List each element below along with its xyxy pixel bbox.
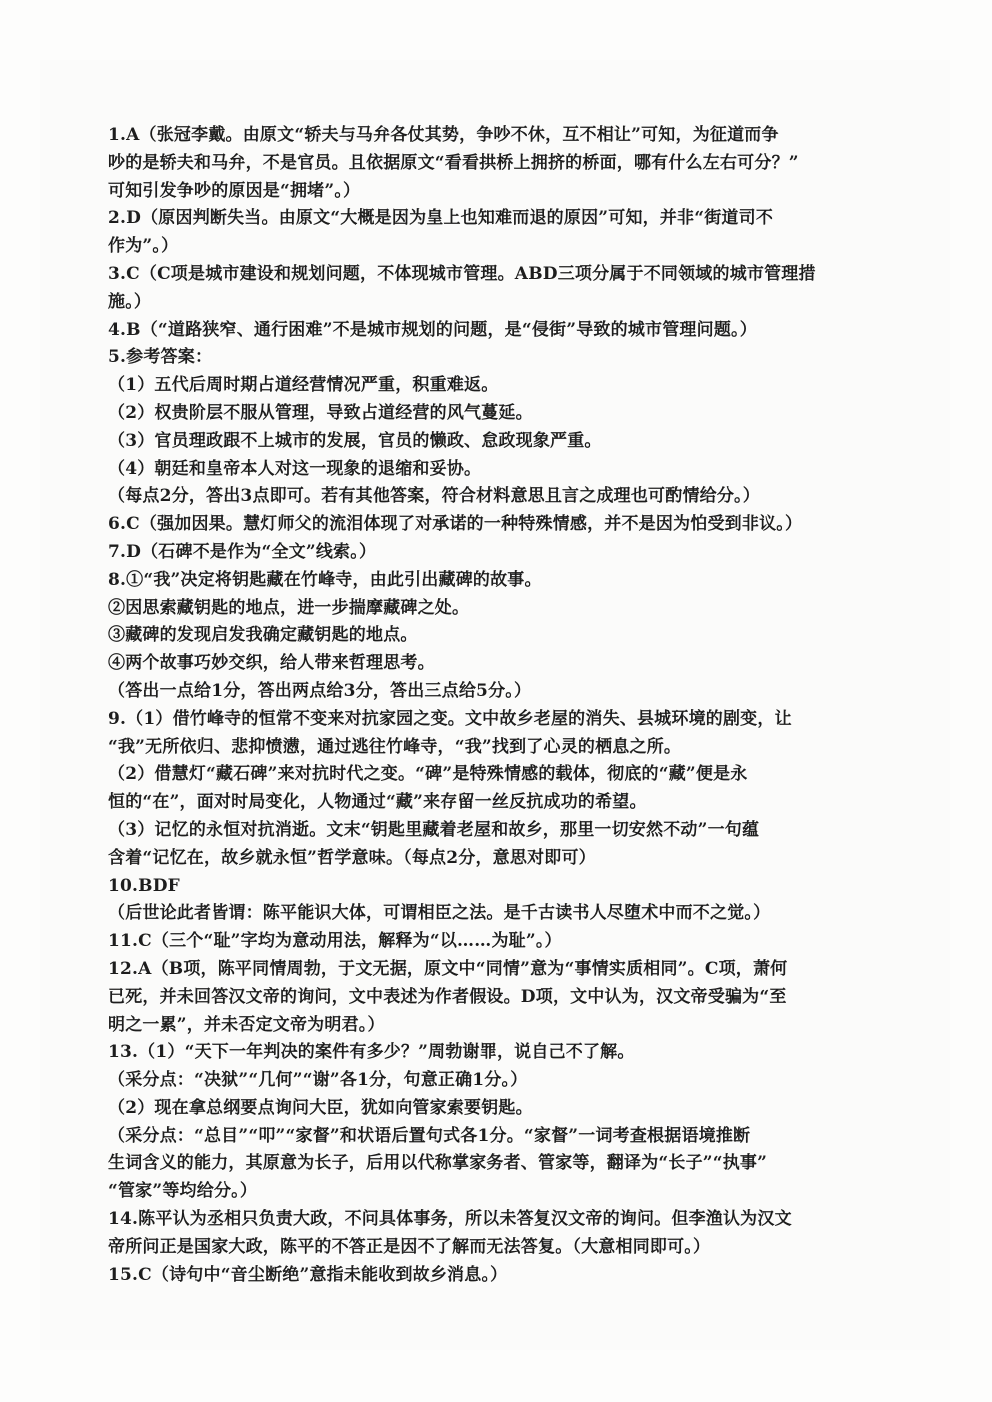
text-line: “我”无所依归、悲抑愤懑，通过逃往竹峰寺，“我”找到了心灵的栖息之所。 bbox=[108, 736, 682, 757]
text-line: 恒的“在”，面对时局变化，人物通过“藏”来存留一丝反抗成功的希望。 bbox=[108, 792, 647, 813]
text-line: 3.C（C项是城市建设和规划问题，不体现城市管理。ABD三项分属于不同领域的城市管理措 bbox=[108, 263, 816, 284]
text-line: ②因思索藏钥匙的地点，进一步揣摩藏碑之处。 bbox=[108, 597, 470, 618]
text-line: “管家”等均给分。） bbox=[108, 1181, 258, 1202]
text-line: 6.C（强加因果。慧灯师父的流泪体现了对承诺的一种特殊情感，并不是因为怕受到非议。） bbox=[108, 514, 803, 535]
text-line: 吵的是轿夫和马弁，不是官员。且依据原文“看看拱桥上拥挤的桥面，哪有什么左右可分？” bbox=[108, 152, 799, 173]
text-line: 4.B（“道路狭窄、通行困难”不是城市规划的问题，是“侵街”导致的城市管理问题。） bbox=[108, 319, 757, 340]
text-line: ③藏碑的发现启发我确定藏钥匙的地点。 bbox=[108, 625, 418, 646]
text-line: （3）官员理政跟不上城市的发展，官员的懒政、怠政现象严重。 bbox=[108, 430, 602, 451]
text-line: 12.A（B项，陈平同情周勃，于文无据，原文中“同情”意为“事情实质相同”。C项，萧何 bbox=[108, 958, 788, 979]
text-line: （4）朝廷和皇帝本人对这一现象的退缩和妥协。 bbox=[108, 458, 482, 479]
text-line: 13.（1）“天下一年判决的案件有多少？”周勃谢罪，说自己不了解。 bbox=[108, 1042, 635, 1063]
text-line: 施。） bbox=[108, 291, 152, 312]
text-line: （2）权贵阶层不服从管理，导致占道经营的风气蔓延。 bbox=[108, 402, 533, 423]
text-line: （2）借慧灯“藏石碑”来对抗时代之变。“碑”是特殊情感的载体，彻底的“藏”便是永 bbox=[108, 764, 748, 785]
text-line: 已死，并未回答汉文帝的询问，文中表述为作者假设。D项，文中认为，汉文帝受骗为“至 bbox=[108, 986, 787, 1007]
text-line: （1）五代后周时期占道经营情况严重，积重难返。 bbox=[108, 375, 499, 396]
text-line: 15.C（诗句中“音尘断绝”意指未能收到故乡消息。） bbox=[108, 1264, 508, 1285]
text-line: （采分点：“总目”“叩”“家督”和状语后置句式各1分。“家督”一词考查根据语境推断 bbox=[108, 1125, 751, 1146]
text-line: （采分点：“决狱”“几何”“谢”各1分，句意正确1分。） bbox=[108, 1070, 528, 1091]
text-line: （每点2分，答出3点即可。若有其他答案，符合材料意思且言之成理也可酌情给分。） bbox=[108, 486, 760, 507]
text-line: ④两个故事巧妙交织，给人带来哲理思考。 bbox=[108, 653, 435, 674]
text-line: 可知引发争吵的原因是“拥堵”。） bbox=[108, 180, 361, 201]
answer-key-text bbox=[108, 122, 888, 1289]
text-line: 含着“记忆在，故乡就永恒”哲学意味。（每点2分，意思对即可） bbox=[108, 847, 596, 868]
text-line: 生词含义的能力，其原意为长子，后用以代称掌家务者、管家等，翻译为“长子”“执事” bbox=[108, 1153, 768, 1174]
text-line: 7.D（石碑不是作为“全文”线索。） bbox=[108, 541, 377, 562]
text-line: 9.（1）借竹峰寺的恒常不变来对抗家园之变。文中故乡老屋的消失、县城环境的剧变，让 bbox=[108, 708, 792, 729]
text-line: 2.D（原因判断失当。由原文“大概是因为皇上也知难而退的原因”可知，并非“街道司不 bbox=[108, 208, 774, 229]
text-line: （答出一点给1分，答出两点给3分，答出三点给5分。） bbox=[108, 680, 532, 701]
text-line: 5.参考答案： bbox=[108, 347, 213, 368]
text-line: 明之一累”，并未否定文帝为明君。） bbox=[108, 1014, 385, 1035]
text-line: （3）记忆的永恒对抗消逝。文末“钥匙里藏着老屋和故乡，那里一切安然不动”一句蕴 bbox=[108, 819, 760, 840]
text-line: 帝所问正是国家大政，陈平的不答正是因不了解而无法答复。（大意相同即可。） bbox=[108, 1236, 711, 1257]
text-line: 8.①“我”决定将钥匙藏在竹峰寺，由此引出藏碑的故事。 bbox=[108, 569, 542, 590]
text-line: 11.C（三个“耻”字均为意动用法，解释为“以……为耻”。） bbox=[108, 931, 562, 952]
text-line: （2）现在拿总纲要点询问大臣，犹如向管家索要钥匙。 bbox=[108, 1097, 533, 1118]
text-line: 10.BDF bbox=[108, 875, 180, 896]
text-line: 作为”。） bbox=[108, 236, 179, 257]
text-line: （后世论此者皆谓：陈平能识大体，可谓相臣之法。是千古读书人尽堕术中而不之觉。） bbox=[108, 903, 771, 924]
text-line: 14.陈平认为丞相只负责大政，不问具体事务，所以未答复汉文帝的询问。但李渔认为汉文 bbox=[108, 1209, 792, 1230]
text-line: 1.A（张冠李戴。由原文“轿夫与马弁各仗其势，争吵不休，互不相让”可知，为征道而争 bbox=[108, 125, 779, 145]
